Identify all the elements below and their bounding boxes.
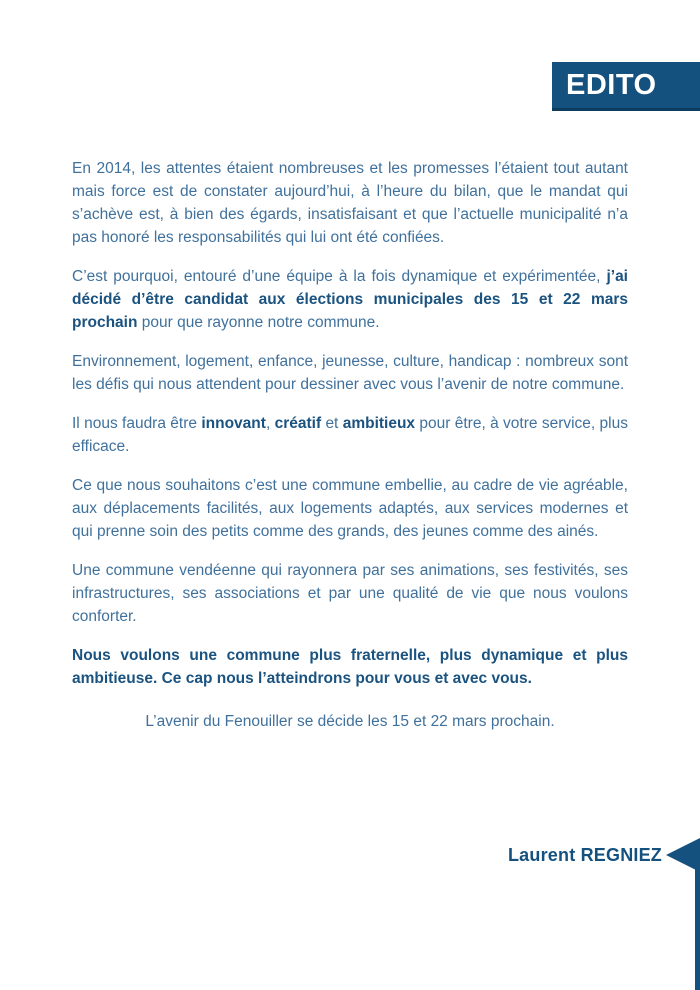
paragraph: [72, 474, 628, 543]
paragraph: [72, 710, 628, 733]
paragraph-text: C’est pourquoi, entouré d’une équipe à la fois dynamique et expérimentée,: [72, 268, 607, 285]
paragraph-text: Ce que nous souhaitons c’est une commune embellie, au cadre de vie agréable, aux déplacements facilités, aux logements adaptés, aux services modernes et qui prenne soin des petits comme des grands, des jeunes comme des ainés.: [72, 477, 628, 540]
signature: [508, 838, 700, 872]
paragraph-bold-text: innovant: [201, 415, 266, 432]
paragraph-bold-text: Nous voulons une commune plus fraternelle, plus dynamique et plus ambitieuse. Ce cap nous l’atteindrons pour vous et avec vous.: [72, 647, 628, 687]
edito-banner: [552, 62, 700, 111]
paragraph-text: Une commune vendéenne qui rayonnera par ses animations, ses festivités, ses infrastructures, ses associations et par une qualité de vie que nous voulons conforter.: [72, 562, 628, 625]
page-edge-ribbon: [695, 856, 700, 990]
paragraph: [72, 644, 628, 690]
paragraph-text: pour que rayonne notre commune.: [137, 314, 380, 331]
paragraph-text: et: [321, 415, 343, 432]
paragraph: [72, 157, 628, 249]
paragraph-text: Il nous faudra être: [72, 415, 202, 432]
edito-banner-label: EDITO: [566, 69, 657, 101]
paragraph-text: Environnement, logement, enfance, jeunesse, culture, handicap : nombreux sont les défis qui nous attendent pour dessiner avec vous l’avenir de notre commune.: [72, 353, 628, 393]
paragraph: [72, 350, 628, 396]
paragraph-text: En 2014, les attentes étaient nombreuses et les promesses l’étaient tout autant mais force est de constater aujourd’hui, à l’heure du bilan, que le mandat qui s’achève est, à bien des égards, insatisfaisant et que l’actuelle municipalité n’a pas honoré les responsabilités qui lui ont été confiées.: [72, 160, 628, 246]
paragraph: [72, 265, 628, 334]
paragraph-text: pour être, à votre service, plus efficace.: [72, 415, 628, 455]
paragraph: [72, 412, 628, 458]
paragraph-text: L’avenir du Fenouiller se décide les 15 et 22 mars prochain.: [145, 713, 555, 730]
paragraph-text: ,: [265, 415, 275, 432]
paragraph-bold-text: créatif: [274, 415, 322, 432]
signature-name: Laurent REGNIEZ: [507, 844, 662, 865]
paragraph: [72, 559, 628, 628]
paragraph-bold-text: ambitieux: [342, 415, 416, 432]
paragraph-bold-text: j’ai décidé d’être candidat aux élections municipales des 15 et 22 mars prochain: [72, 268, 628, 331]
edito-body: [72, 157, 628, 749]
